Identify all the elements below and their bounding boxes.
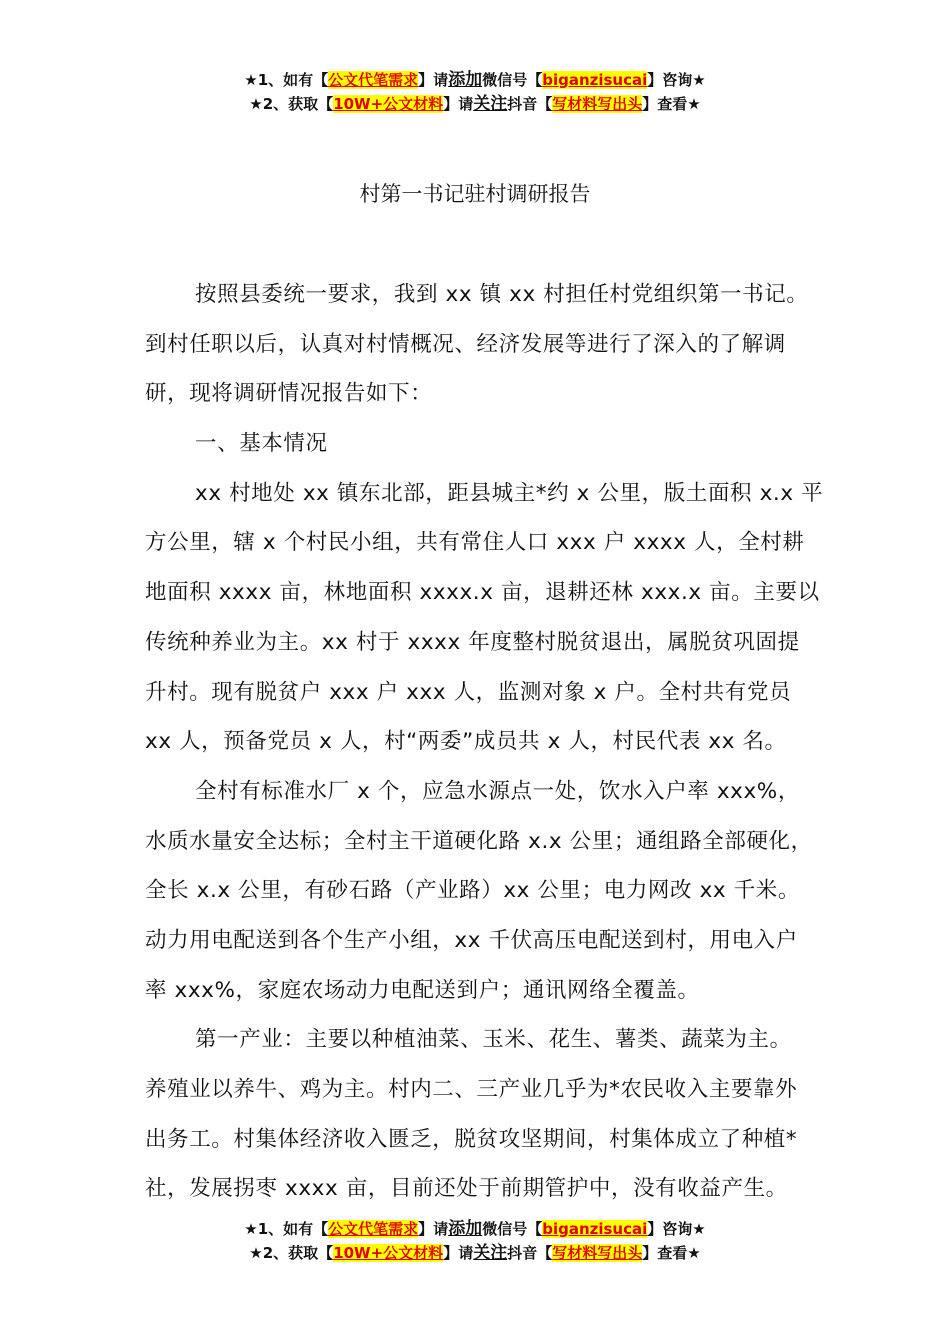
text: ★2、获取【 [249,1244,334,1262]
paragraph [145,419,845,469]
text-line: 方公里，辖 x 个村民小组，共有常住人口 xxx 户 xxxx 人，全村耕 [145,530,805,556]
highlight: 10W+公文材料 [333,95,444,113]
text: 】咨询★ [647,1220,706,1238]
text-line: 一、基本情况 [195,431,328,457]
text: 】查看★ [642,1244,701,1262]
highlight: biganzisucai [542,71,648,89]
text-line: 研，现将调研情况报告如下： [145,381,433,407]
text-line: xx 人，预备党员 x 人，村“两委”成员共 x 人，村民代表 xx 名。 [145,729,787,755]
text-line: 全长 x.x 公里，有砂石路（产业路）xx 公里；电力网改 xx 千米。 [145,878,800,904]
highlight: 写材料写出头 [552,95,643,113]
text: 抖音【 [507,1244,553,1262]
text-line: 养殖业以养牛、鸡为主。村内二、三产业几乎为*农民收入主要靠外 [145,1077,798,1102]
text: 】请 [443,95,474,113]
paragraph [145,270,845,419]
highlight: 公文代笔需求 [328,1220,419,1238]
text-line: 动力用电配送到各个生产小组，xx 千伏高压电配送到村，用电入户 [145,927,798,953]
text: 微信号【 [482,71,543,89]
paragraph [145,767,845,1015]
text-line: 第一产业：主要以种植油菜、玉米、花生、薯类、蔬菜为主。 [195,1027,792,1053]
paragraph [145,1015,845,1214]
promo-line-2 [0,1241,950,1265]
text: 】请 [443,1244,474,1262]
text: ★2、获取【 [249,95,334,113]
text: 】请 [418,71,449,89]
promo-line-1 [0,68,950,92]
text-line: 地面积 xxxx 亩，林地面积 xxxx.x 亩，退耕还林 xxx.x 亩。主要以 [145,580,820,606]
text: 】请 [418,1220,449,1238]
text-line: 出务工。村集体经济收入匮乏，脱贫攻坚期间，村集体成立了种植* [145,1126,798,1152]
text: 】咨询★ [647,71,706,89]
highlight: 10W+公文材料 [333,1244,444,1262]
promo-line-1 [0,1217,950,1241]
promo-banner-top [0,68,950,116]
text: 微信号【 [482,1220,543,1238]
text: 抖音【 [507,95,553,113]
underlined: 关注 [473,94,508,114]
highlight: 公文代笔需求 [328,71,419,89]
text-line: 率 xxx%，家庭农场动力电配送到户；通讯网络全覆盖。 [145,977,700,1003]
underlined: 添加 [448,1219,483,1239]
text: ★1、如有【 [244,1220,329,1238]
highlight: 写材料写出头 [552,1244,643,1262]
text-line: 水质水量安全达标；全村主干道硬化路 x.x 公里；通组路全部硬化， [145,828,813,854]
promo-banner-bottom [0,1217,950,1265]
text: ★1、如有【 [244,71,329,89]
underlined: 添加 [448,70,483,90]
underlined: 关注 [473,1243,508,1263]
highlight: biganzisucai [542,1220,648,1238]
promo-line-2 [0,92,950,116]
paragraph [145,469,845,767]
text-line: 全村有标准水厂 x 个，应急水源点一处，饮水入户率 xxx%， [195,778,800,804]
text-line: xx 村地处 xx 镇东北部，距县城主*约 x 公里，版土面积 x.x 平 [195,480,824,506]
document-body [145,270,845,1214]
text: 】查看★ [642,95,701,113]
text-line: 社，发展拐枣 xxxx 亩，目前还处于前期管护中，没有收益产生。 [145,1176,788,1202]
text-line: 升村。现有脱贫户 xxx 户 xxx 人，监测对象 x 户。全村共有党员 [145,679,792,705]
text-line: 到村任职以后，认真对村情概况、经济发展等进行了深入的了解调 [145,331,786,357]
text-line: 按照县委统一要求，我到 xx 镇 xx 村担任村党组织第一书记。 [195,282,809,307]
document-title: 村第一书记驻村调研报告 [359,182,591,206]
text-line: 传统种养业为主。xx 村于 xxxx 年度整村脱贫退出，属脱贫巩固提 [145,629,800,655]
